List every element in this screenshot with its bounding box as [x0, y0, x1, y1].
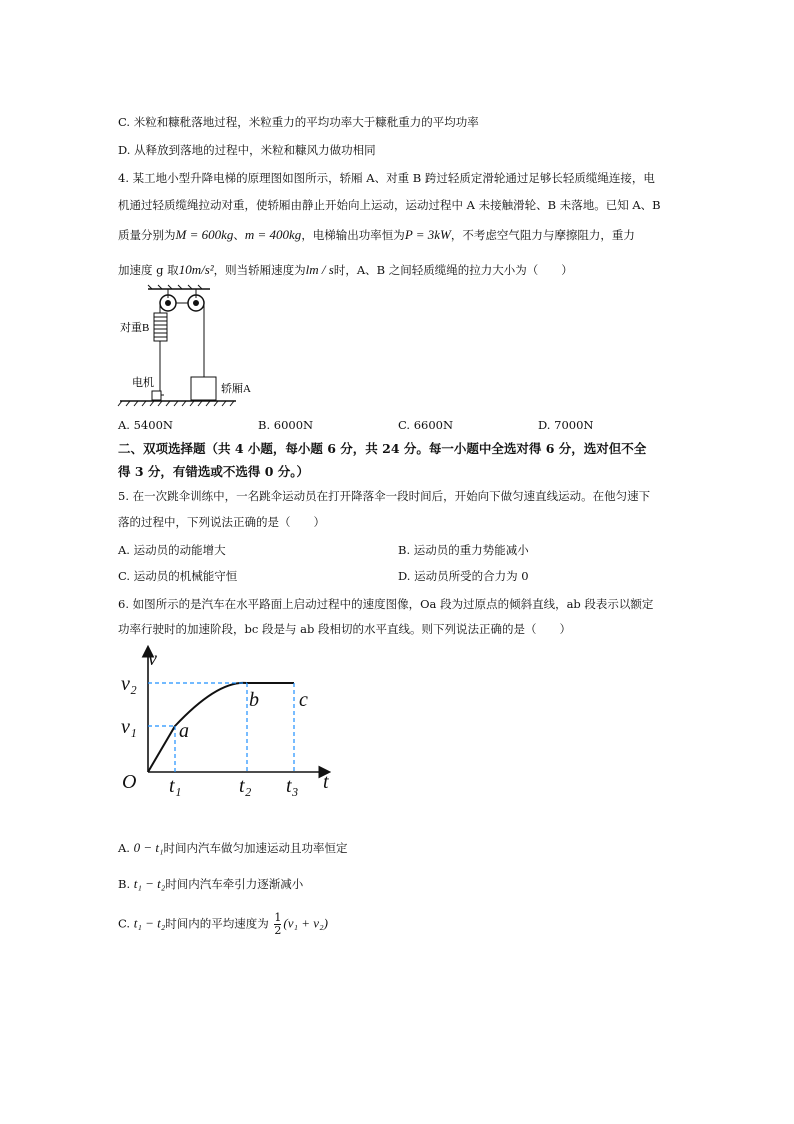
mass-M: M = 600kg: [175, 227, 234, 242]
q4-option-c: C. 6600N: [398, 418, 454, 432]
elevator-diagram: [118, 285, 278, 410]
q5-stem-line2: 落的过程中，下列说法正确的是（ ）: [118, 515, 325, 529]
q3-option-c: C. 米粒和糠秕落地过程，米粒重力的平均功率大于糠秕重力的平均功率: [118, 115, 479, 129]
q5-stem-line1: 5. 在一次跳伞训练中，一名跳伞运动员在打开降落伞一段时间后，开始向下做匀速直线运动。在他匀速下: [118, 489, 651, 503]
v1-label: v₁: [121, 716, 137, 738]
gravity-g: 10m/s²: [178, 262, 214, 277]
section2-title-line1: 二、双项选择题（共 4 小题，每小题 6 分，共 24 分。每一小题中全选对得 6 分，选对但不全: [118, 441, 647, 456]
q5-option-c: C. 运动员的机械能守恒: [118, 569, 238, 583]
q6-option-c: C. t₁ − t₂时间内的平均速度为 $\frac{1}{2}$ (v₁ + v₂): [118, 911, 328, 937]
t1-label: t₁: [169, 775, 182, 797]
section2-title-line2: 得 3 分，有错选或不选得 0 分。）: [118, 464, 310, 479]
q4-option-a: A. 5400N: [118, 418, 173, 432]
motor: [152, 391, 161, 400]
axis-x-label: t: [323, 771, 329, 793]
velocity-time-graph: [118, 640, 348, 800]
point-a-label: a: [179, 720, 189, 742]
origin-label: O: [122, 771, 137, 793]
q5-option-d: D. 运动员所受的合力为 0: [398, 569, 529, 583]
velocity-curve: [148, 683, 294, 772]
q4-stem-line2: 机通过轻质缆绳拉动对重，使轿厢由静止开始向上运动，运动过程中 A 未接触滑轮、B 未落地。已知 A、B: [118, 198, 661, 212]
power-P: P = 3kW: [404, 227, 451, 242]
q4-stem-line1: 4. 某工地小型升降电梯的原理图如图所示，轿厢 A、对重 B 跨过轻质定滑轮通过足够长轻质缆绳连接，电: [118, 171, 655, 185]
q5-option-a: A. 运动员的动能增大: [118, 543, 226, 557]
q6-option-a: A. 0 − t₁时间内汽车做匀加速运动且功率恒定: [118, 840, 348, 855]
q6-option-b: B. t₁ − t₂时间内汽车牵引力逐渐减小: [118, 876, 304, 891]
point-c-label: c: [299, 689, 308, 711]
speed-value: lm / s: [305, 262, 334, 277]
cabin-a: [191, 377, 216, 400]
t3-label: t₃: [286, 775, 299, 797]
motor-label: 电机: [132, 377, 154, 389]
q6-stem-line2: 功率行驶时的加速阶段，bc 段是与 ab 段相切的水平直线。则下列说法正确的是（ ）: [118, 622, 571, 636]
v2-label: v₂: [121, 673, 137, 695]
point-b-label: b: [249, 689, 259, 711]
q4-option-b: B. 6000N: [258, 418, 314, 432]
q4-option-d: D. 7000N: [538, 418, 594, 432]
t2-label: t₂: [239, 775, 252, 797]
mass-m: m = 400kg: [244, 227, 302, 242]
q5-option-b: B. 运动员的重力势能减小: [398, 543, 529, 557]
q4-stem-line4: 加速度 g 取10m/s²，则当轿厢速度为lm / s时，A、B 之间轻质缆绳的拉力大小为（ ）: [118, 262, 573, 277]
fraction: $\frac{1}{2}$: [274, 911, 282, 937]
cabin-label: 轿厢A: [221, 383, 251, 395]
q3-option-d: D. 从释放到落地的过程中，米粒和糠风力做功相同: [118, 143, 376, 157]
q6-stem-line1: 6. 如图所示的是汽车在水平路面上启动过程中的速度图像，Oa 段为过原点的倾斜直线，ab 段表示以额定: [118, 597, 654, 611]
q4-stem-line3: 质量分别为M = 600kg、m = 400kg，电梯输出功率恒为P = 3kW，不考虑空气阻力与摩擦阻力，重力: [118, 227, 635, 242]
counterweight-label: 对重B: [120, 322, 150, 334]
axis-y-label: v: [148, 648, 157, 670]
